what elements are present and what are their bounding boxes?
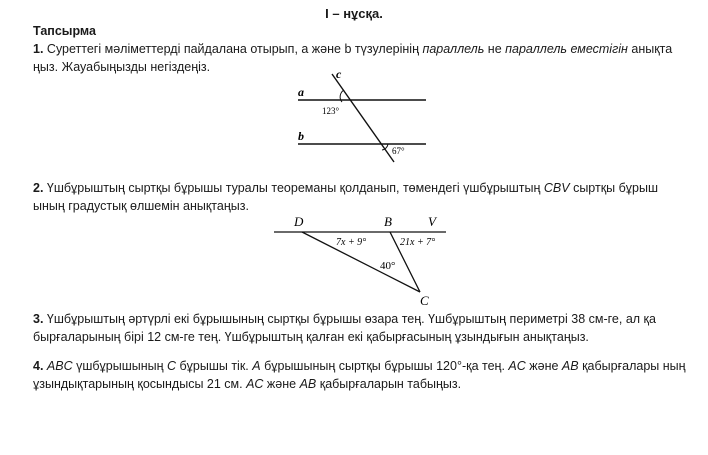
point-v-label: V xyxy=(428,214,436,229)
label-b: b xyxy=(298,129,304,143)
task-4-text: үшбұрышының xyxy=(72,359,167,373)
task-3 xyxy=(33,310,693,346)
point-b-label: B xyxy=(384,214,392,229)
angle-c-label: 40° xyxy=(380,260,396,272)
task-4-text: және xyxy=(525,359,562,373)
label-a: a xyxy=(298,85,304,99)
task-2-number: 2. xyxy=(33,181,44,195)
task-4-italic-ac-2: AC xyxy=(246,377,264,391)
task-4-italic-a: A xyxy=(252,359,261,373)
section-label: Тапсырма xyxy=(33,24,96,38)
task-1-number: 1. xyxy=(33,42,44,56)
task-4-italic-ac: AC xyxy=(508,359,526,373)
angle-label-top: 123° xyxy=(322,106,340,116)
task-4 xyxy=(33,357,693,393)
task-1-text: не xyxy=(484,42,506,56)
figure-parallel-lines xyxy=(290,68,430,164)
task-3-number: 3. xyxy=(33,312,44,326)
task-4-text: бұрышының сыртқы бұрышы 120°-қа тең. xyxy=(260,359,509,373)
task-4-number: 4. xyxy=(33,359,44,373)
label-c: c xyxy=(336,68,342,81)
angle-d-label: 7x + 9° xyxy=(336,237,367,248)
point-c-label: C xyxy=(420,293,429,308)
task-4-text: және xyxy=(263,377,300,391)
task-4-italic-abc: ABC xyxy=(46,359,73,373)
point-d-label: D xyxy=(294,214,304,229)
task-1-italic-parallel: параллель xyxy=(422,42,485,56)
task-4-italic-ab: AB xyxy=(561,359,579,373)
page-title: I – нұсқа. xyxy=(325,6,383,21)
angle-label-bottom: 67° xyxy=(392,146,405,156)
task-4-text: бұрышы тік. xyxy=(176,359,253,373)
task-1-text: анықта ңыз. Жауабыңызды негіздеңіз. xyxy=(33,42,673,74)
task-1-text: Суреттегі мәліметтерді пайдалана отырып, a және b түзулерінің xyxy=(43,42,423,56)
figure-triangle xyxy=(270,212,452,308)
task-4-text: қабырғалары ның ұзындықтарының қосындысы 21 см. xyxy=(33,359,686,391)
task-2-text: Үшбұрыштың сыртқы бұрышы туралы теореманы қолданып, төмендегі үшбұрыштың xyxy=(43,181,544,195)
task-4-italic-c: C xyxy=(167,359,177,373)
angle-b-label: 21x + 7° xyxy=(400,237,436,248)
task-4-italic-ab-2: AB xyxy=(299,377,317,391)
task-2-text: сыртқы бұрыш ының градустық өлшемін анықтаңыз. xyxy=(33,181,659,213)
task-4-text: қабырғаларын табыңыз. xyxy=(316,377,462,391)
task-1-italic-not-parallel: параллель еместігін xyxy=(505,42,628,56)
task-3-text: Үшбұрыштың әртүрлі екі бұрышының сыртқы бұрышы өзара тең. Үшбұрыштың периметрі 38 см-ге, ал қа бырғаларының бірі 12 см-ге тең. Үшбұрыштың қалған екі қабырғасының ұзындығын анықтаңыз. xyxy=(33,312,656,344)
task-2-italic-cbv: CBV xyxy=(543,181,570,195)
task-2 xyxy=(33,179,693,215)
